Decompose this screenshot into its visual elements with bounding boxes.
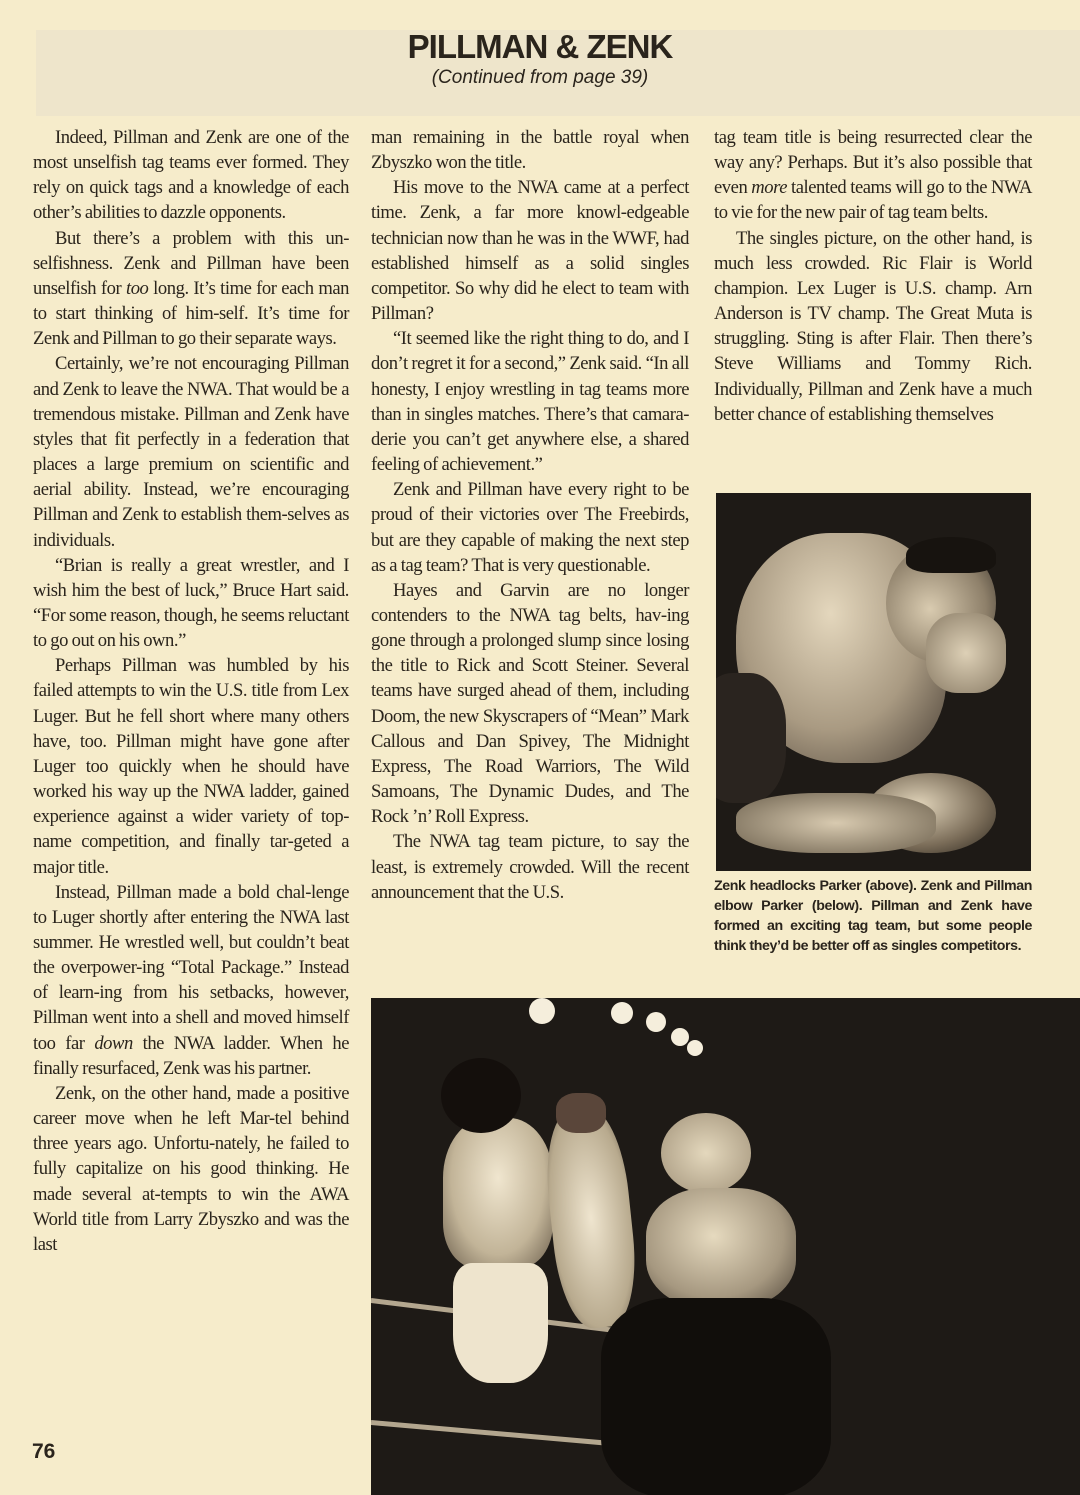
- emphasis: more: [751, 177, 788, 199]
- photo-kicking-leg: [540, 1104, 643, 1331]
- paragraph: Perhaps Pillman was humbled by his failed attempts to win the U.S. title from Lex Luger. But he fell short where many others have, too. Pillman might have gone after Luger too quickly when he should have worked his way up the NWA ladder, gained experience against a wider variety of top-name competition, and finally tar-geted a major title.: [33, 655, 349, 878]
- photo-referee-arm: [926, 613, 1006, 693]
- paragraph: The singles picture, on the other hand, is much less crowded. Ric Flair is World champion. Lex Luger is U.S. champ. Arn Anderson is TV champ. The Great Muta is struggling. Sting is after Flair. Then there’s Steve Williams and Tommy Rich. Individually, Pillman and Zenk have a much better chance of establishing themselves: [714, 227, 1032, 425]
- article-title: PILLMAN & ZENK: [407, 28, 673, 65]
- paragraph: Hayes and Garvin are no longer contenders to the NWA tag belts, hav-ing gone through a prolonged slump since losing the title to Rick and Scott Steiner. Several teams have surged ahead of them, including Doom, the new Skyscrapers of “Mean” Mark Callous and Dan Spivey, The Midnight Express, The Road Warriors, The Wild Samoans, The Dynamic Dudes, and The Rock ’n’ Roll Express.: [371, 579, 689, 828]
- paragraph: Certainly, we’re not encouraging Pillman and Zenk to leave the NWA. That would be a tremendous mistake. Pillman and Zenk have styles that fit perfectly in a federation that places a large premium on scientific and aerial ability. Instead, we’re encouraging Pillman and Zenk to establish them-selves as individuals.: [33, 353, 349, 551]
- photo-wrestler-right-tights: [601, 1298, 831, 1495]
- paragraph: The NWA tag team picture, to say the least, is extremely crowded. Will the recent announcement that the U.S.: [371, 831, 689, 903]
- paragraph: Instead, Pillman made a bold chal-lenge to Luger shortly after entering the NWA last summer. He wrestled well, but couldn’t beat the overpower-ing “Total Package.” Instead of learn-ing from his setbacks, however, Pillman went into a shell and moved himself too far down the NWA ladder. When he finally resurfaced, Zenk was his partner.: [33, 881, 350, 1079]
- photo-lower-arm: [736, 793, 936, 853]
- photo-headlock: [716, 493, 1031, 871]
- photo-arena-light: [687, 1040, 703, 1056]
- paragraph: But there’s a problem with this un-selfishness. Zenk and Pillman have been unselfish for too long. It’s time for each man to start thinking of him-self. It’s time for Zenk and Pillman to go their separate ways.: [33, 227, 349, 350]
- paragraph: “Brian is really a great wrestler, and I wish him the best of luck,” Bruce Hart said. “For some reason, though, he seems reluctant to go out on his own.”: [33, 554, 349, 652]
- photo-trunks: [716, 673, 786, 803]
- photo-wrestler-right-hair: [661, 1113, 751, 1193]
- continued-from-note: (Continued from page 39): [431, 67, 649, 88]
- photo-kneepad: [556, 1093, 606, 1133]
- photo-hair: [906, 537, 996, 573]
- photo-arena-light: [671, 1028, 689, 1046]
- paragraph: Indeed, Pillman and Zenk are one of the most unselfish tag teams ever formed. They rely on quick tags and a knowledge of each other’s abilities to dazzle opponents.: [33, 127, 349, 224]
- text-column-2: [371, 125, 689, 905]
- emphasis: too: [125, 277, 149, 299]
- photo-wrestler-left-trunks: [453, 1263, 548, 1383]
- paragraph: Zenk and Pillman have every right to be proud of their victories over The Freebirds, but are they capable of making the next step as a tag team? That is very questionable.: [371, 479, 689, 576]
- photo-wrestler-right-torso: [646, 1188, 796, 1308]
- paragraph: tag team title is being resurrected clear the way any? Perhaps. But it’s also possible that even more talented teams will go to the NWA to vie for the new pair of tag team belts.: [714, 127, 1032, 224]
- paragraph: His move to the NWA came at a perfect time. Zenk, a far more knowl-edgeable technician now than he was in the WWF, had established himself as a solid singles competitor. So why did he elect to team with Pillman?: [371, 177, 689, 325]
- emphasis: down: [94, 1032, 133, 1054]
- photo-arena-light: [529, 998, 555, 1024]
- photo-arena-light: [611, 1002, 633, 1024]
- photo-wrestler-left-hair: [441, 1058, 521, 1133]
- photo-caption: Zenk headlocks Parker (above). Zenk and Pillman elbow Parker (below). Pillman and Zenk have formed an exciting tag team, but some people think they’d be better off as singles competitors.: [714, 878, 1032, 954]
- page-number: 76: [32, 1440, 56, 1463]
- photo-wrestler-left-torso: [443, 1118, 553, 1268]
- paragraph: Zenk, on the other hand, made a positive career move when he left Mar-tel behind three years ago. Unfortu-nately, he failed to fully capitalize on his good thinking. He made several at-tempts to win the AWA World title from Larry Zbyszko and was the last: [33, 1082, 349, 1255]
- paragraph: “It seemed like the right thing to do, and I don’t regret it for a second,” Zenk said. “In all honesty, I enjoy wrestling in tag teams more than in singles matches. There’s that camara-derie you can’t get anywhere else, a shared feeling of achievement.”: [371, 328, 689, 476]
- photo-elbow-attack: [371, 998, 1080, 1495]
- photo-arena-light: [646, 1012, 666, 1032]
- paragraph: man remaining in the battle royal when Zbyszko won the title.: [371, 127, 689, 174]
- text-column-1: [33, 125, 349, 1257]
- text-column-3: [714, 125, 1032, 427]
